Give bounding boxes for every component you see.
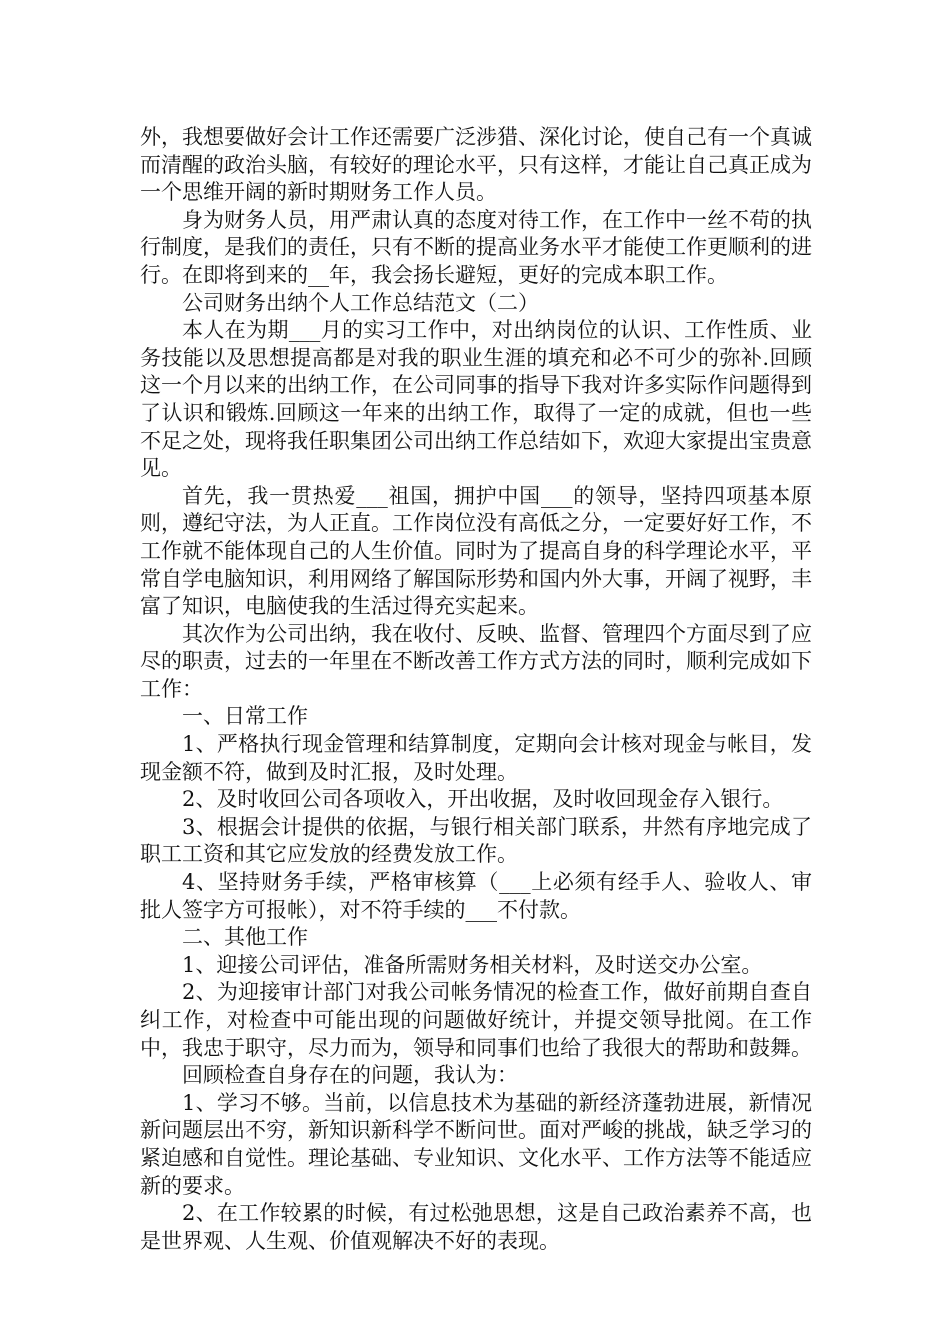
list-item: 2、及时收回公司各项收入，开出收据，及时收回现金存入银行。 [182,787,784,812]
list-item: 2、在工作较累的时候，有过松弛思想，这是自己政治素养不高，也是世界观、人生观、价值观解决不好的表现。 [140,1201,812,1253]
list-item: 1、严格执行现金管理和结算制度，定期向会计核对现金与帐目，发现金额不符，做到及时汇报，及时处理。 [140,732,812,784]
document-body [140,124,812,1255]
list-item: 2、为迎接审计部门对我公司帐务情况的检查工作，做好前期自查自纠工作，对检查中可能出现的问题做好统计，并提交领导批阅。在工作中，我忠于职守，尽力而为，领导和同事们也给了我很大的帮助和鼓舞。 [140,980,812,1060]
paragraph: 回顾检查自身存在的问题，我认为： [182,1063,518,1088]
paragraph: 身为财务人员，用严肃认真的态度对待工作，在工作中一丝不苟的执行制度，是我们的责任，只有不断的提高业务水平才能使工作更顺利的进行。在即将到来的__年，我会扬长避短，更好的完成本职工作。 [140,207,812,287]
list-item: 4、坚持财务手续，严格审核算（___上必须有经手人、验收人、审批人签字方可报帐），对不符手续的___不付款。 [140,870,812,922]
paragraph: 外，我想要做好会计工作还需要广泛涉猎、深化讨论，使自己有一个真诚而清醒的政治头脑，有较好的理论水平，只有这样，才能让自己真正成为一个思维开阔的新时期财务工作人员。 [140,125,812,205]
list-item: 1、学习不够。当前，以信息技术为基础的新经济蓬勃进展，新情况新问题层出不穷，新知识新科学不断问世。面对严峻的挑战，缺乏学习的紧迫感和自觉性。理论基础、专业知识、文化水平、工作方法等不能适应新的要求。 [140,1090,812,1198]
paragraph: 其次作为公司出纳，我在收付、反映、监督、管理四个方面尽到了应尽的职责，过去的一年里在不断改善工作方式方法的同时，顺利完成如下工作： [140,621,812,701]
list-item: 3、根据会计提供的依据，与银行相关部门联系，井然有序地完成了职工工资和其它应发放的经费发放工作。 [140,814,812,867]
paragraph: 本人在为期___月的实习工作中，对出纳岗位的认识、工作性质、业务技能以及思想提高都是对我的职业生涯的填充和必不可少的弥补.回顾这一个月以来的出纳工作，在公司同事的指导下我对许多实际作问题得到了认识和锻炼.回顾这一年来的出纳工作，取得了一定的成就，但也一些不足之处，现将我任职集团公司出纳工作总结如下，欢迎大家提出宝贵意见。 [140,318,812,481]
list-item: 1、迎接公司评估，准备所需财务相关材料，及时送交办公室。 [182,952,763,977]
paragraph: 首先，我一贯热爱___祖国，拥护中国___的领导，坚持四项基本原则，遵纪守法，为人正直。工作岗位没有高低之分，一定要好好工作，不工作就不能体现自己的人生价值。同时为了提高自身的科学理论水平，平常自学电脑知识，利用网络了解国际形势和国内外大事，开阔了视野，丰富了知识，电脑使我的生活过得充实起来。 [140,483,812,619]
subheading: 二、其他工作 [182,925,308,950]
section-title: 公司财务出纳个人工作总结范文（二） [182,290,539,315]
subheading: 一、日常工作 [182,704,308,729]
